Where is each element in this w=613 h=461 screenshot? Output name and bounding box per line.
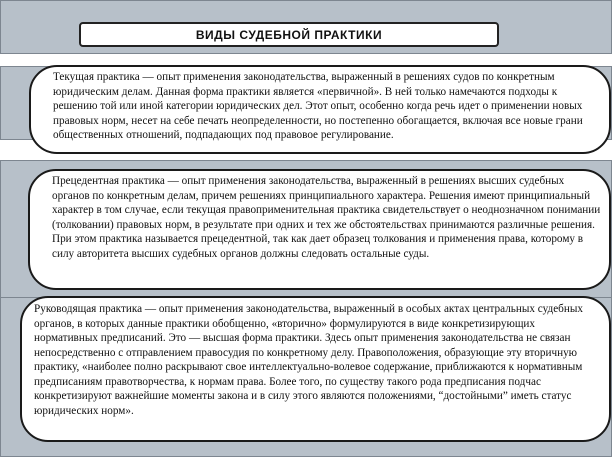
practice-card-guiding: [20, 296, 611, 442]
practice-text-current: Текущая практика — опыт применения законодательства, выраженный в решениях судов по конкретным юридическим делам. Данная форма практики является «первичной». В ней только намечаются подходы к решению той или иной категории юридических дел. Этот опыт, особенно когда речь идет о применении новых правовых норм, несет на себе печать неопределенности, но постепенно обогащается, включая все новые грани общественных отношений, подпадающих под правовое регулирование.: [53, 71, 583, 141]
practice-text-guiding: Руководящая практика — опыт применения законодательства, выраженный в особых актах центральных судебных органов, в которых данные практики обобщенно, «вторично» формулируются в виде конкретизирующих нормативных предписаний. Это — высшая форма практики. Здесь опыт применения законодательства не связан непосредственно с отправлением правосудия по конкретному делу. Правоположения, образующие эту вторичную практику, «наиболее полно раскрывают свое интеллектуально-волевое содержание, приближаются к нормативным предписаниям правотворчества, к нормам права. Более того, по существу такого рода предписания подчас конкретизируют важнейшие моменты закона и в силу этого являются положениями, “достойными” иметь статус юридических норм».: [34, 303, 583, 417]
practice-card-precedent: [28, 169, 611, 290]
practice-card-current: [29, 65, 611, 154]
diagram-title: ВИДЫ СУДЕБНОЙ ПРАКТИКИ: [79, 22, 499, 47]
practice-text-precedent: Прецедентная практика — опыт применения законодательства, выраженный в решениях высших судебных органов по конкретным делам, причем решениях принципиального характера. Решения имеют принципиальный характер в том случае, если текущая правоприменительная практика свидетельствует о неоднозначном понимании (толковании) правовых норм, в результате при одних и тех же обстоятельствах принимаются различные решения. При этом практика называется прецедентной, так как дает образец толкования и применения права, которому в силу авторитета высших судебных органов должны следовать остальные суды.: [52, 175, 601, 260]
